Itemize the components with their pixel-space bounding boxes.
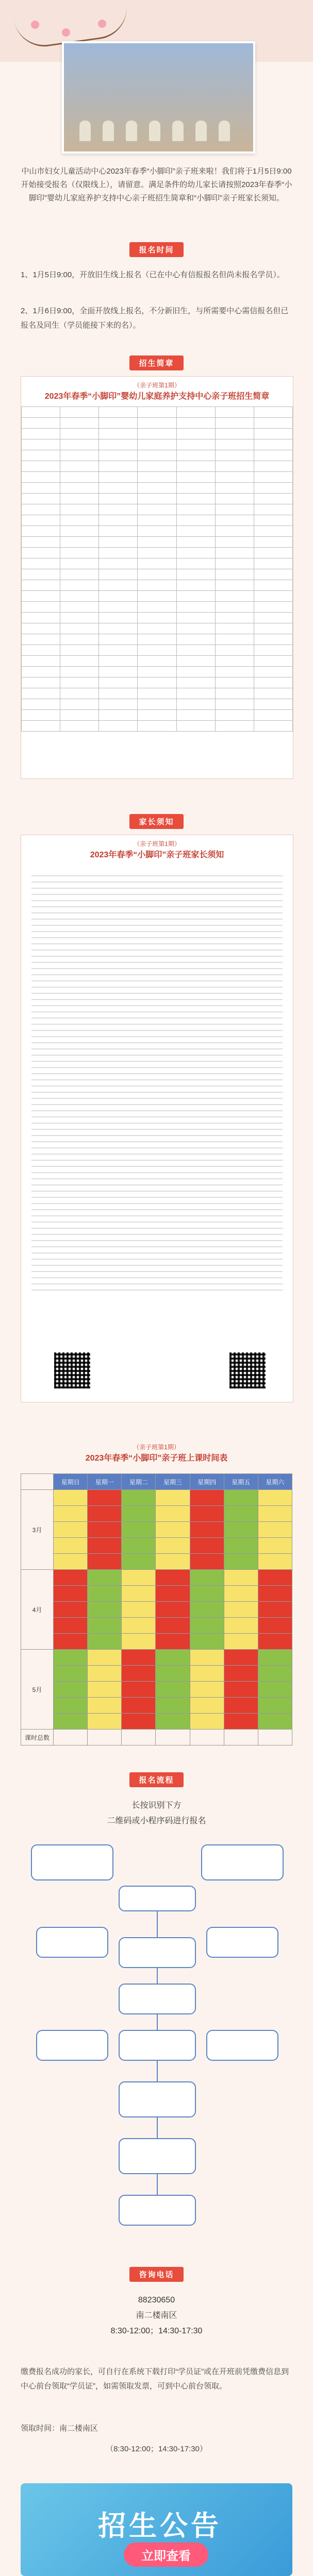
weekday-header: 星期六 — [258, 1474, 292, 1490]
flow-arrow — [157, 2174, 158, 2195]
qr-code-icon[interactable] — [52, 1350, 92, 1391]
flow-step — [36, 1927, 108, 1958]
plan-section-header — [0, 355, 313, 370]
plan-poster[interactable] — [21, 376, 293, 779]
notice-section-header — [0, 814, 313, 829]
flow-arrow — [157, 2014, 158, 2030]
flow-arrow — [157, 2061, 158, 2081]
recruit-title: 招生公告 — [98, 2511, 222, 2541]
month-label: 4月 — [21, 1570, 54, 1650]
weekday-header: 星期一 — [88, 1474, 122, 1490]
notice-label: （亲子班第1期） — [134, 840, 180, 848]
tail-pickup: 领取时间：南二楼南区 — [21, 2424, 98, 2433]
contact-phone[interactable]: 88230650 — [138, 2296, 175, 2304]
signup-item-2: 2、1月6日9:00，全面开放线上报名，不分新旧生，与所需要中心需信报名但已报名及同生（学员能接下来的名）。 — [21, 307, 289, 330]
view-now-button[interactable]: 立即查看 — [124, 2543, 208, 2567]
blossom-icon — [62, 28, 70, 37]
mini-program-code-icon[interactable] — [227, 1350, 268, 1391]
plan-tag: 招生简章 — [129, 355, 183, 370]
month-label: 3月 — [21, 1490, 54, 1570]
flow-arrow — [157, 2117, 158, 2138]
classroom-photo — [62, 41, 255, 154]
weekday-header: 星期三 — [156, 1474, 190, 1490]
flow-step — [201, 1844, 284, 1880]
signup-section-header — [0, 242, 313, 257]
flow-step — [36, 2030, 108, 2061]
flow-step — [119, 1937, 196, 1968]
signup-tag: 报名时间 — [129, 242, 183, 257]
flow-step — [119, 2030, 196, 2061]
weekday-header: 星期五 — [224, 1474, 258, 1490]
recruit-banner[interactable] — [21, 2483, 292, 2576]
contact-tag: 咨询电话 — [129, 2267, 183, 2282]
flow-step — [119, 2138, 196, 2174]
process-tag: 报名流程 — [129, 1772, 183, 1787]
intro-text: 中山市妇女儿童活动中心2023年春季“小脚印”亲子班来啦！我们将于1月5日9:00开始接受报名（仅限线上），请留意。满足条件的幼儿家长请按照2023年春季“小脚印”婴幼儿家庭养护支持中心亲子班招生简章和“小脚印”亲子班家长须知。 — [21, 167, 292, 202]
tail-paragraph: 缴费报名成功的家长，可自行在系统下载打印“学员证”或在开班前凭缴费信息到中心前台领取“学员证”，如需领取发票，可到中心前台领取。 — [21, 2367, 289, 2391]
schedule-table — [21, 1473, 292, 1745]
process-sub: 二维码或小程序码进行报名 — [107, 1817, 206, 1825]
notice-poster[interactable] — [21, 835, 293, 1402]
blossom-icon — [98, 20, 106, 28]
notice-body-text-lines — [31, 870, 283, 1293]
plan-label: （亲子班第1期） — [134, 382, 180, 389]
process-intro: 长按识别下方 — [131, 1801, 182, 1810]
flow-step — [119, 1984, 196, 2014]
process-section-header — [0, 1772, 313, 1787]
signup-item-1: 1、1月5日9:00，开放旧生线上报名（已在中心有信报报名但尚未报名学员）。 — [21, 270, 285, 279]
weekday-header: 星期四 — [190, 1474, 224, 1490]
calendar-label: （亲子班第1期） — [133, 1444, 180, 1451]
flow-step — [119, 2081, 196, 2117]
contact-room: 南二楼南区 — [136, 2311, 177, 2320]
notice-title: 2023年春季“小脚印”亲子班家长须知 — [90, 851, 224, 859]
contact-section-header — [0, 2267, 313, 2282]
weekday-header: 星期二 — [122, 1474, 156, 1490]
calendar-title: 2023年春季“小脚印”亲子班上课时间表 — [85, 1454, 228, 1463]
total-label: 课时总数 — [21, 1730, 54, 1745]
flow-arrow — [157, 1968, 158, 1984]
weekday-header: 星期日 — [54, 1474, 88, 1490]
flow-arrow — [157, 1911, 158, 1937]
flow-step — [31, 1844, 113, 1880]
calendar-header — [21, 1443, 292, 1463]
plan-title: 2023年春季“小脚印”婴幼儿家庭养护支持中心亲子班招生简章 — [44, 392, 270, 401]
blossom-icon — [31, 21, 39, 29]
notice-tag: 家长须知 — [129, 814, 183, 829]
flow-step — [206, 1927, 278, 1958]
tail-hours: （8:30-12:00；14:30-17:30） — [106, 2445, 207, 2453]
plan-table — [21, 406, 293, 732]
month-label: 5月 — [21, 1650, 54, 1730]
contact-hours: 8:30-12:00；14:30-17:30 — [110, 2327, 203, 2335]
flow-step — [119, 2195, 196, 2226]
flow-step — [206, 2030, 278, 2061]
flow-step — [119, 1886, 196, 1911]
